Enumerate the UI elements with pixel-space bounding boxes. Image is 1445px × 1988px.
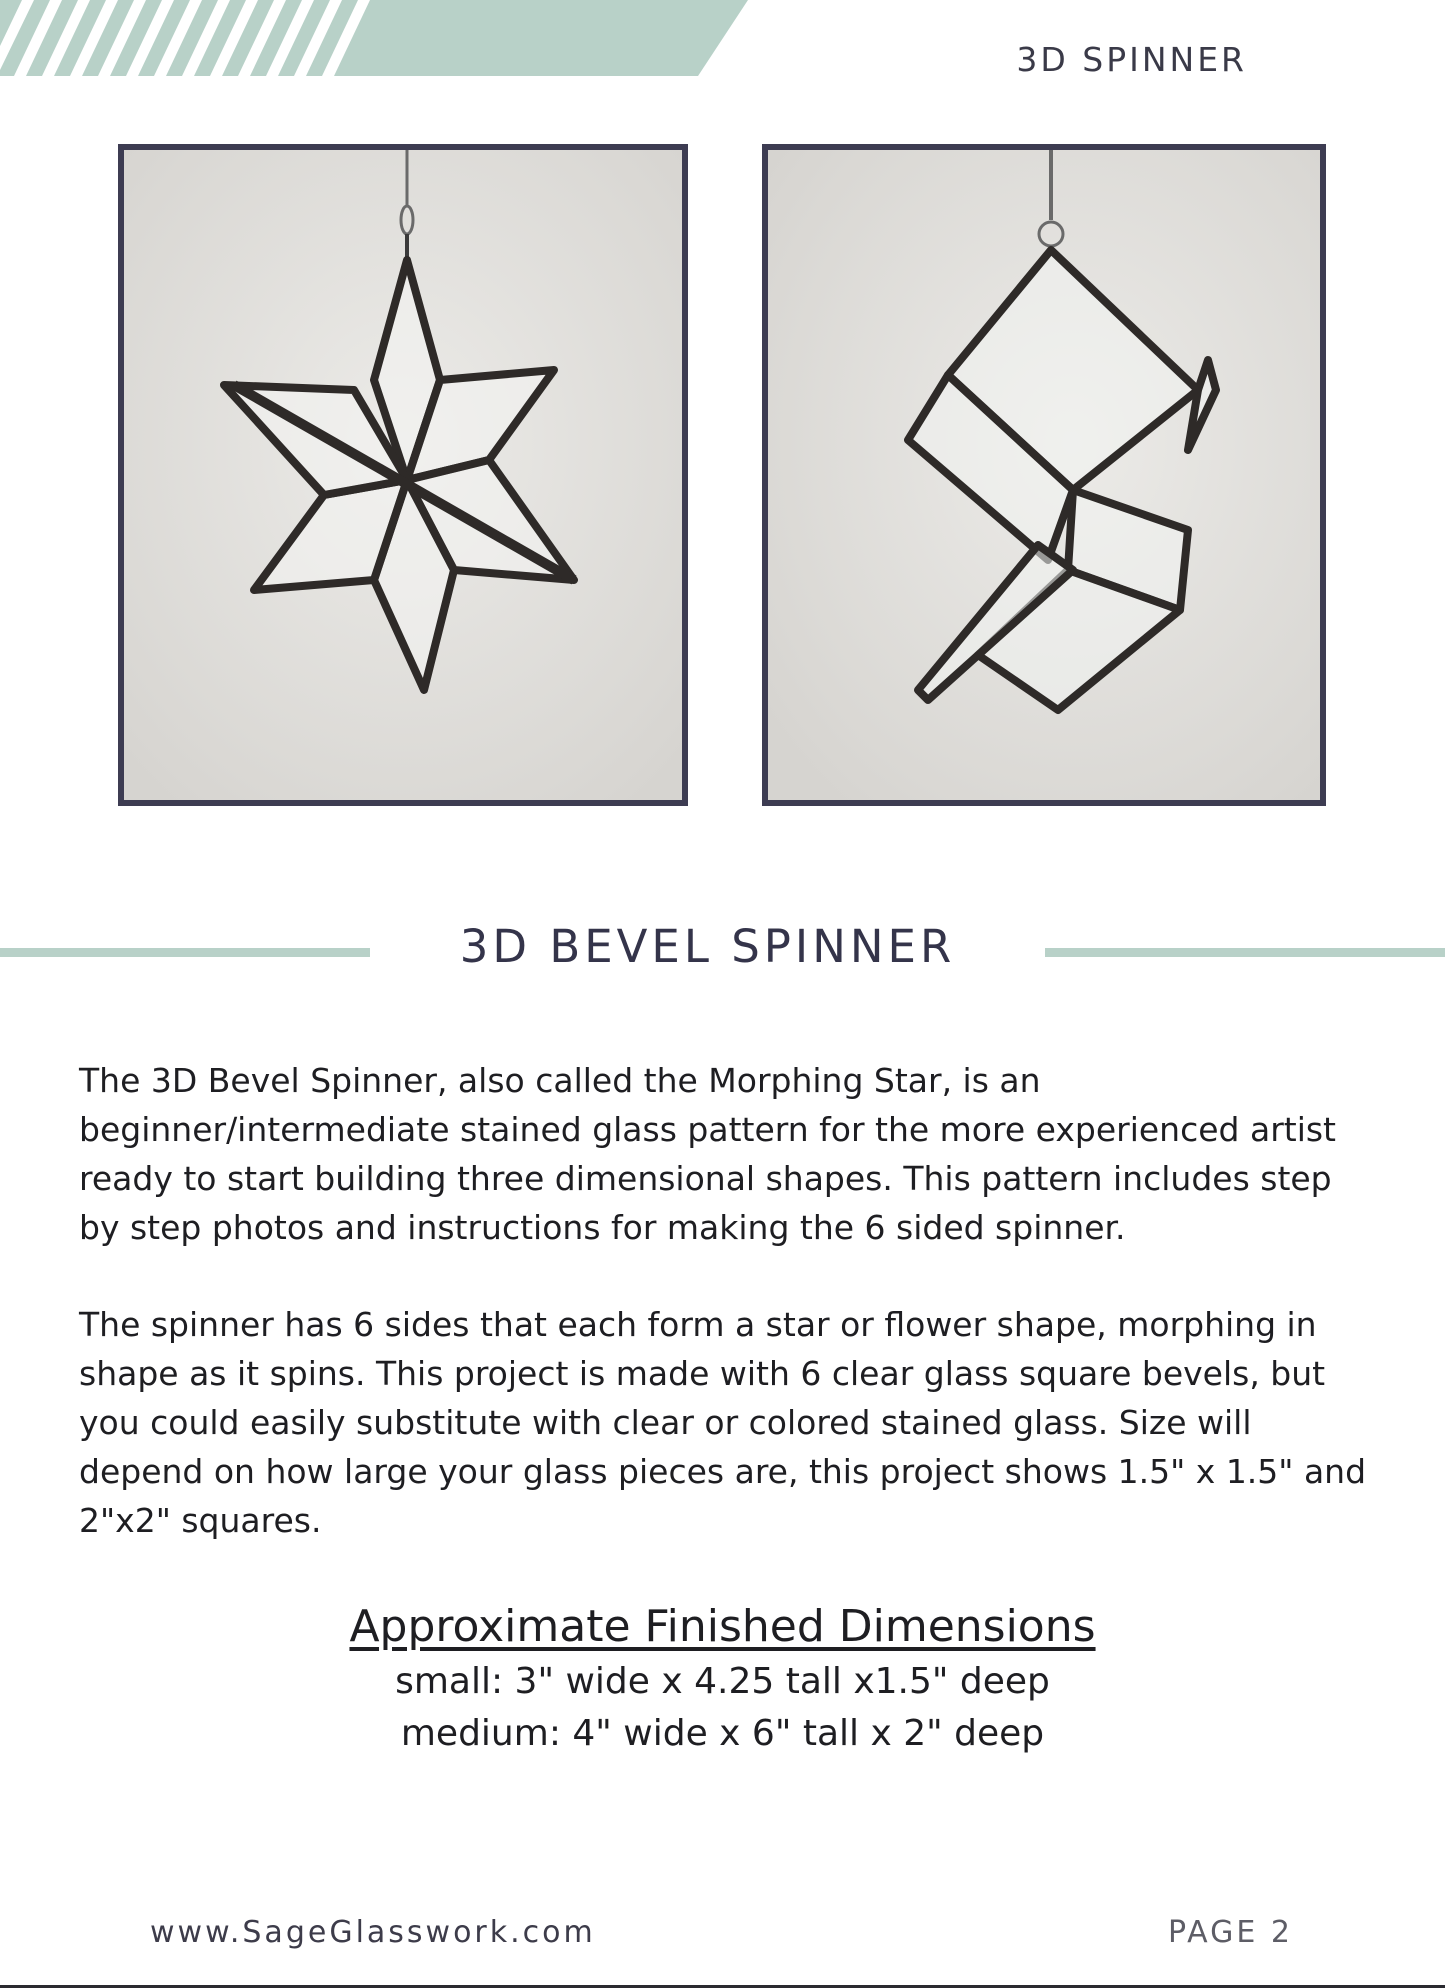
footer-page-number: PAGE 2 xyxy=(1168,1915,1293,1950)
corner-stripe-band xyxy=(0,0,750,78)
six-point-star-spinner-photo xyxy=(124,150,682,800)
section-rule-right xyxy=(1045,948,1445,957)
dimensions-small: small: 3" wide x 4.25 tall x1.5" deep xyxy=(395,1661,1050,1702)
footer-website-link[interactable]: www.SageGlasswork.com xyxy=(150,1915,596,1950)
star-spinner-photo xyxy=(118,144,688,806)
dimensions-medium: medium: 4" wide x 6" tall x 2" deep xyxy=(400,1713,1045,1754)
dimensions-title: Approximate Finished Dimensions xyxy=(349,1601,1096,1652)
section-rule-left xyxy=(0,948,370,957)
description-paragraph-1: The 3D Bevel Spinner, also called the Morphing Star, is an beginner/intermediate stained glass pattern for the more experienced artist ready to start building three dimensional shapes. This pattern includes step by step photos and instructions for making the 6 sided spinner. xyxy=(79,1061,1336,1247)
description-paragraph-2: The spinner has 6 sides that each form a star or flower shape, morphing in shape as it spins. This project is made with 6 clear glass square bevels, but you could easily substitute with clear or colored stained glass. Size will depend on how large your glass pieces are, this project shows 1.5" x 1.5" and 2"x2" squares. xyxy=(79,1305,1367,1540)
twisted-pinwheel-spinner-photo xyxy=(768,150,1320,800)
pinwheel-spinner-photo xyxy=(762,144,1326,806)
running-header: 3D SPINNER xyxy=(1016,40,1247,79)
dimensions-block xyxy=(0,1598,1445,1760)
section-title: 3D BEVEL SPINNER xyxy=(459,920,956,973)
